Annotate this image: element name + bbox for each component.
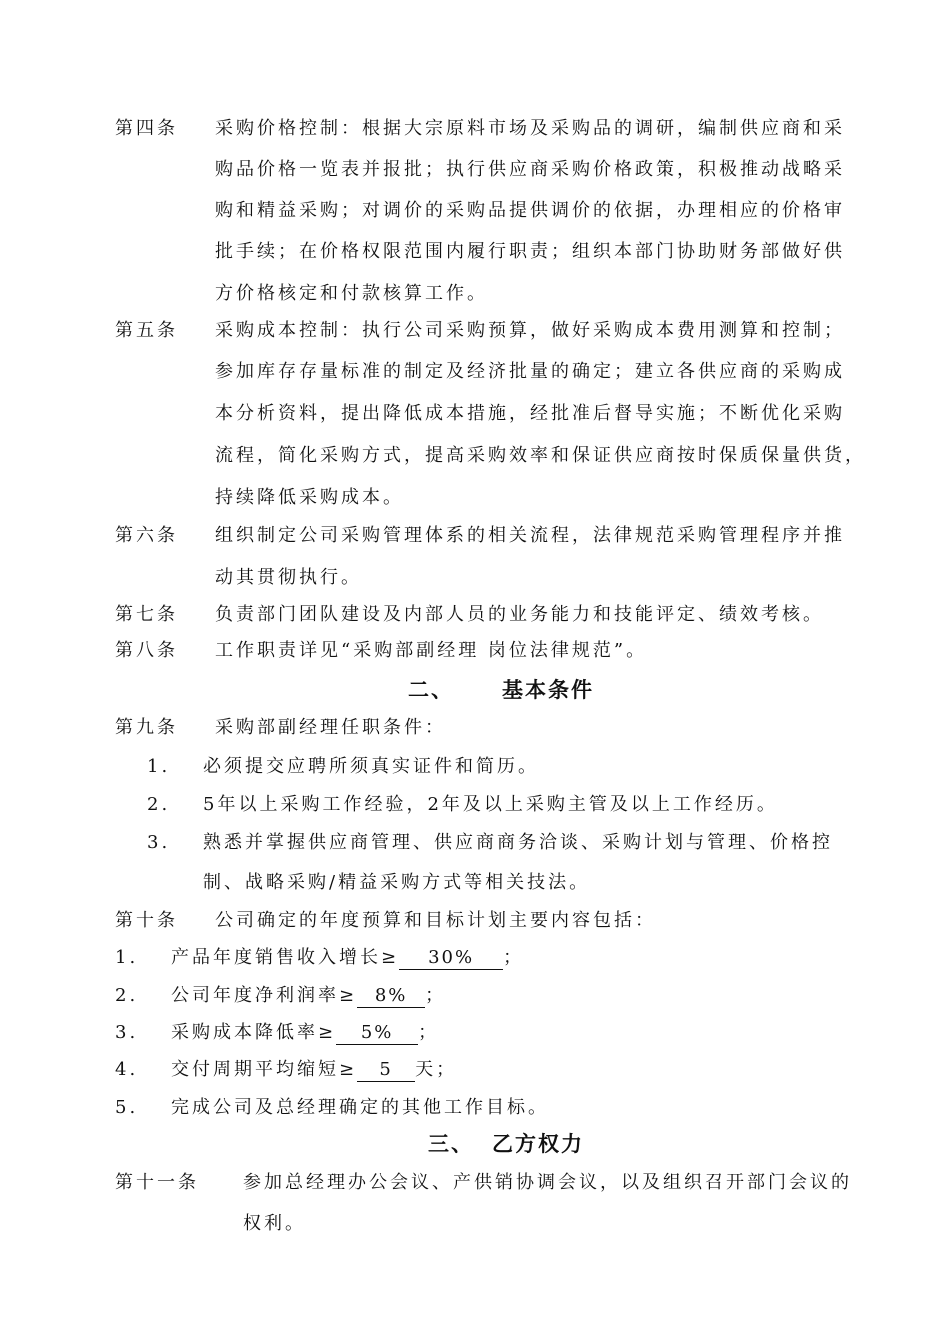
- article-9-label: 第九条: [115, 717, 178, 738]
- target-suffix: ；: [503, 947, 525, 968]
- target-value: 5: [357, 1059, 415, 1082]
- list-item-text: 必须提交应聘所须真实证件和简历。: [203, 756, 539, 777]
- target-suffix: 天；: [415, 1059, 458, 1080]
- target-number: 4.: [115, 1059, 139, 1080]
- article-label: 第七条: [115, 604, 178, 625]
- article-text-line: 方价格核定和付款核算工作。: [215, 283, 488, 304]
- target-number: 2.: [115, 985, 139, 1006]
- target-label: 交付周期平均缩短≥: [171, 1059, 358, 1080]
- article-text-line: 参加库存存量标准的制定及经济批量的确定；建立各供应商的采购成: [215, 361, 845, 382]
- article-10-text: 公司确定的年度预算和目标计划主要内容包括：: [215, 910, 656, 931]
- article-label: 第五条: [115, 320, 178, 341]
- section-3-title: 乙方权力: [492, 1132, 584, 1156]
- target-value: 8%: [357, 985, 425, 1008]
- target-line: [171, 1059, 457, 1082]
- target-label: 产品年度销售收入增长≥: [171, 947, 400, 968]
- article-text-line: 权利。: [243, 1213, 306, 1234]
- article-text-line: 流程，简化采购方式，提高采购效率和保证供应商按时保质保量供货，: [215, 445, 866, 466]
- article-label: 第四条: [115, 118, 178, 139]
- article-label: 第六条: [115, 525, 178, 546]
- target-number: 1.: [115, 947, 139, 968]
- list-item-text: 5年以上采购工作经验，2年及以上采购主管及以上工作经历。: [203, 794, 778, 815]
- section-2-number: 二、: [408, 678, 454, 702]
- target-suffix: ；: [425, 985, 447, 1006]
- article-9-text: 采购部副经理任职条件：: [215, 717, 446, 738]
- article-11-label: 第十一条: [115, 1172, 199, 1193]
- target-label: 完成公司及总经理确定的其他工作目标。: [171, 1097, 549, 1118]
- article-text-line: 组织制定公司采购管理体系的相关流程，法律规范采购管理程序并推: [215, 525, 845, 546]
- target-number: 5.: [115, 1097, 139, 1118]
- list-item-text: 熟悉并掌握供应商管理、供应商商务洽谈、采购计划与管理、价格控: [203, 832, 833, 853]
- article-text-line: 动其贯彻执行。: [215, 567, 362, 588]
- target-value: 30%: [399, 947, 503, 970]
- article-text-line: 工作职责详见“采购部副经理 岗位法律规范”。: [215, 640, 648, 661]
- article-text-line: 购品价格一览表并报批；执行供应商采购价格政策，积极推动战略采: [215, 159, 845, 180]
- article-10-label: 第十条: [115, 910, 178, 931]
- list-item-number: 2.: [147, 794, 171, 815]
- list-item-text: 制、战略采购/精益采购方式等相关技法。: [203, 872, 591, 893]
- section-3-number: 三、: [428, 1132, 474, 1156]
- list-item-number: 3.: [147, 832, 171, 853]
- target-value: 5%: [336, 1022, 418, 1045]
- target-line: [171, 1097, 549, 1119]
- target-line: [171, 947, 524, 970]
- target-number: 3.: [115, 1022, 139, 1043]
- article-text-line: 采购价格控制：根据大宗原料市场及采购品的调研，编制供应商和采: [215, 118, 845, 139]
- article-text-line: 批手续；在价格权限范围内履行职责；组织本部门协助财务部做好供: [215, 241, 845, 262]
- article-text-line: 负责部门团队建设及内部人员的业务能力和技能评定、绩效考核。: [215, 604, 824, 625]
- target-suffix: ；: [418, 1022, 440, 1043]
- article-label: 第八条: [115, 640, 178, 661]
- article-text-line: 本分析资料，提出降低成本措施，经批准后督导实施；不断优化采购: [215, 403, 845, 424]
- section-2-title: 基本条件: [502, 678, 594, 702]
- target-label: 采购成本降低率≥: [171, 1022, 337, 1043]
- target-label: 公司年度净利润率≥: [171, 985, 358, 1006]
- target-line: [171, 985, 446, 1008]
- article-text-line: 采购成本控制：执行公司采购预算，做好采购成本费用测算和控制；: [215, 320, 845, 341]
- article-text-line: 购和精益采购；对调价的采购品提供调价的依据，办理相应的价格审: [215, 200, 845, 221]
- target-line: [171, 1022, 439, 1045]
- article-text-line: 参加总经理办公会议、产供销协调会议，以及组织召开部门会议的: [243, 1172, 852, 1193]
- list-item-number: 1.: [147, 756, 171, 777]
- article-text-line: 持续降低采购成本。: [215, 487, 404, 508]
